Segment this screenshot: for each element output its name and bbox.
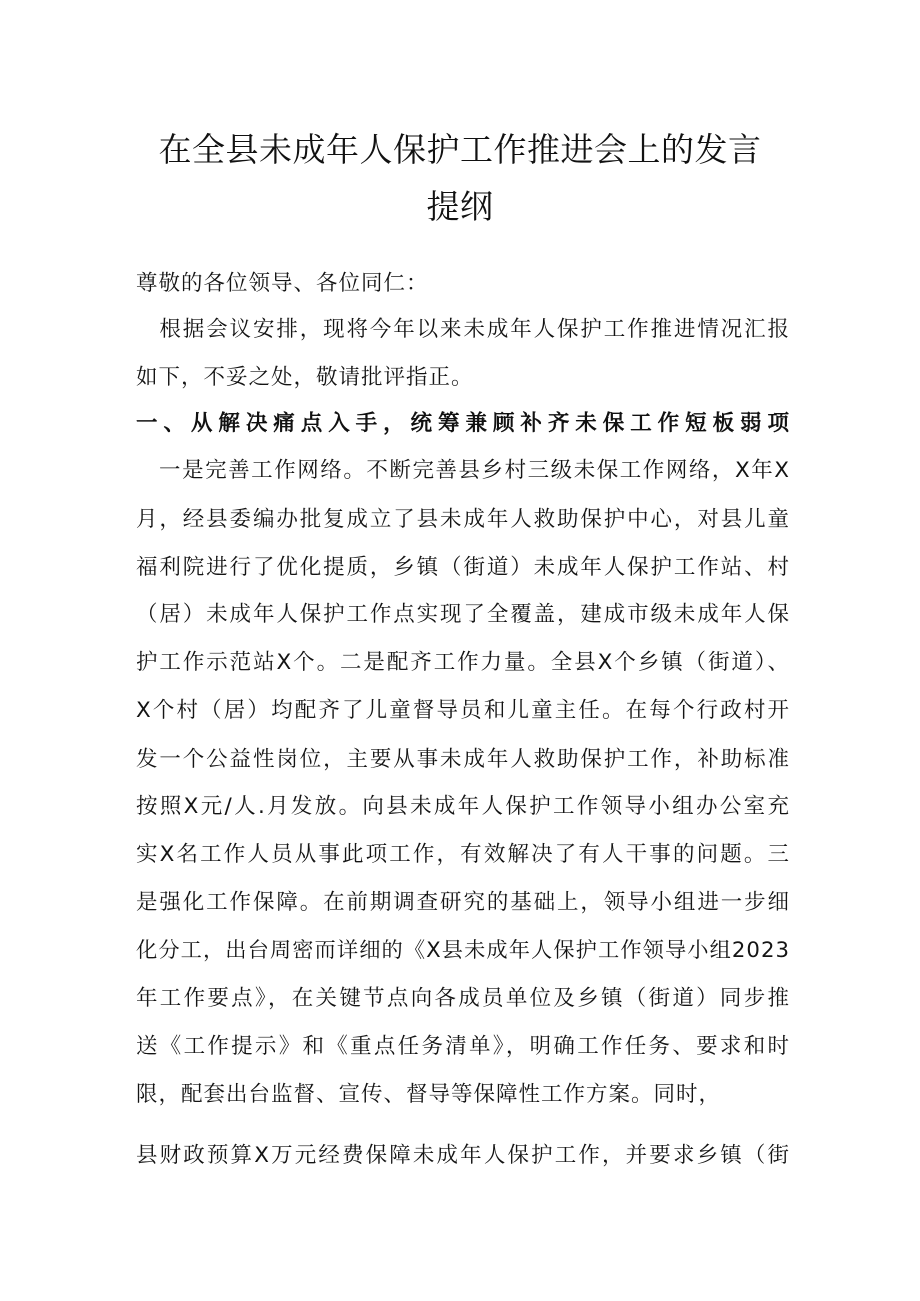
document-title-line-1: 在全县未成年人保护工作推进会上的发言: [158, 130, 762, 169]
section-heading: 一、从解决痛点入手，统筹兼顾补齐未保工作短板弱项: [136, 411, 790, 436]
body-line: 年工作要点》，在关键节点向各成员单位及乡镇（街道）同步推: [136, 986, 790, 1011]
body-line: 是强化工作保障。在前期调查研究的基础上，领导小组进一步细: [136, 890, 790, 915]
body-line: 按照X元/人.月发放。向县未成年人保护工作领导小组办公室充: [136, 794, 790, 819]
body-line: 实X名工作人员从事此项工作，有效解决了有人干事的问题。三: [136, 842, 790, 867]
body-line: 县财政预算X万元经费保障未成年人保护工作，并要求乡镇（街: [136, 1143, 790, 1168]
body-line: （居）未成年人保护工作点实现了全覆盖，建成市级未成年人保: [136, 602, 790, 627]
body-line: 护工作示范站X个。二是配齐工作力量。全县X个乡镇（街道）、: [136, 650, 790, 675]
body-line: 限，配套出台监督、宣传、督导等保障性工作方案。同时，: [136, 1082, 722, 1107]
body-line: 化分工，出台周密而详细的《X县未成年人保护工作领导小组2023: [136, 938, 790, 963]
salutation: 尊敬的各位领导、各位同仁：: [136, 271, 429, 296]
body-line: 发一个公益性岗位，主要从事未成年人救助保护工作，补助标准: [136, 747, 790, 772]
body-line: 送《工作提示》和《重点任务清单》，明确工作任务、要求和时: [136, 1034, 790, 1059]
document-title-line-2: 提纲: [426, 187, 494, 226]
body-line: X个村（居）均配齐了儿童督导员和儿童主任。在每个行政村开: [136, 698, 790, 723]
body-line: 福利院进行了优化提质，乡镇（街道）未成年人保护工作站、村: [136, 555, 790, 580]
intro-line: 如下，不妥之处，敬请批评指正。: [136, 365, 474, 390]
body-line: 一是完善工作网络。不断完善县乡村三级未保工作网络，X年X: [136, 458, 790, 483]
intro-line: 根据会议安排，现将今年以来未成年人保护工作推进情况汇报: [136, 317, 790, 342]
body-line: 月，经县委编办批复成立了县未成年人救助保护中心，对县儿童: [136, 507, 790, 532]
